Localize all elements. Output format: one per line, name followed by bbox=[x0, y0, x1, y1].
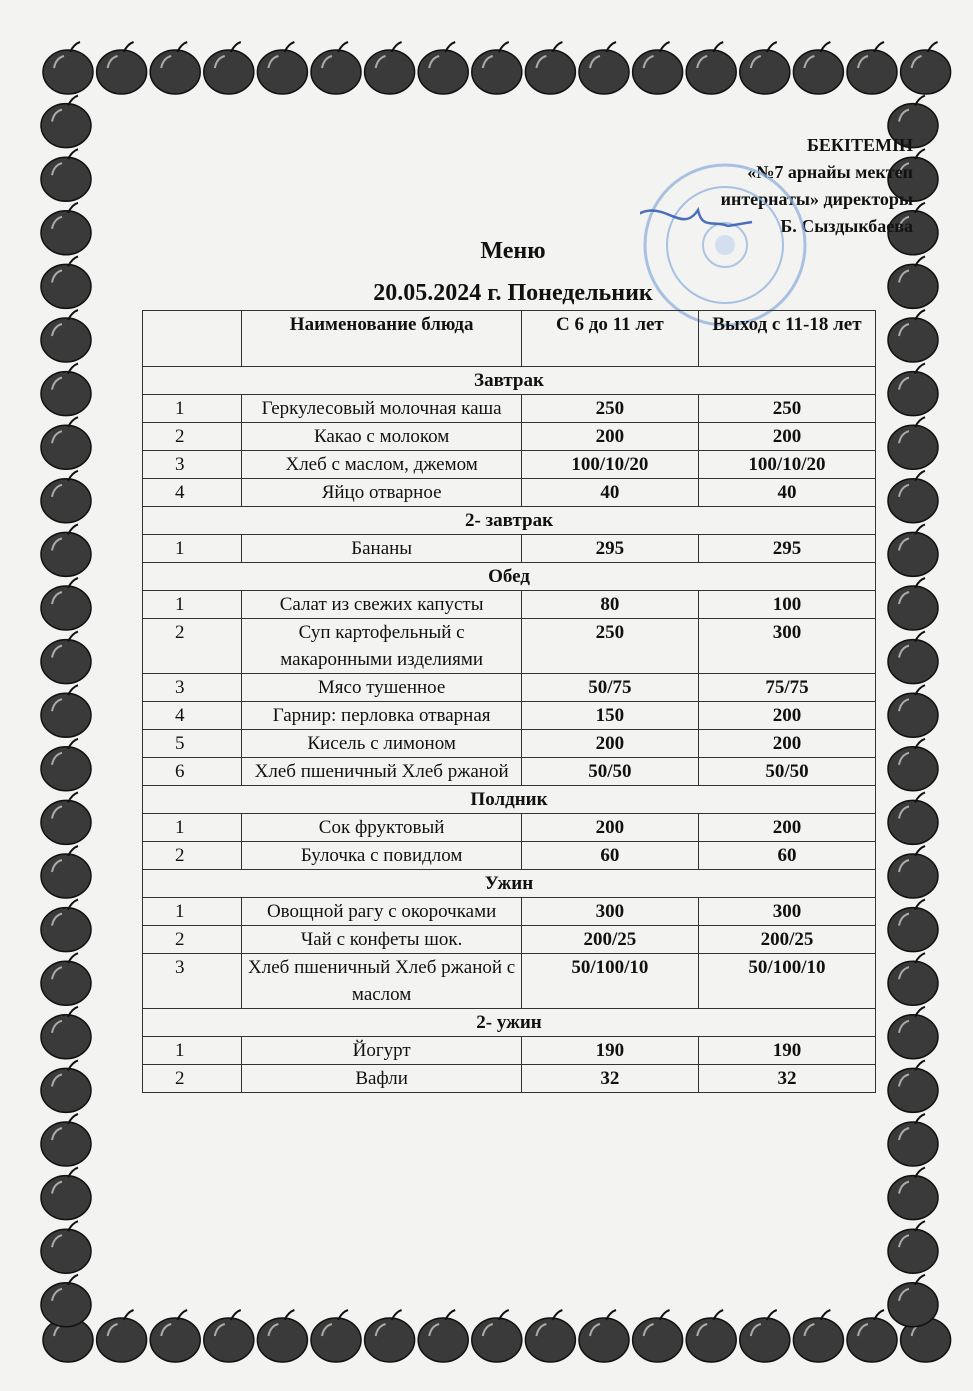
apple-icon bbox=[888, 364, 938, 416]
apple-icon bbox=[43, 42, 93, 94]
apple-icon bbox=[686, 42, 736, 94]
apple-icon bbox=[888, 739, 938, 791]
apple-icon bbox=[888, 1007, 938, 1059]
portion-11-18: 100 bbox=[698, 591, 875, 619]
apple-icon bbox=[793, 1310, 843, 1362]
apple-icon bbox=[41, 96, 91, 148]
item-number: 2 bbox=[143, 1065, 242, 1093]
apple-icon bbox=[888, 1168, 938, 1220]
apple-icon bbox=[41, 1221, 91, 1273]
apple-icon bbox=[888, 1275, 938, 1327]
apple-icon bbox=[41, 792, 91, 844]
apple-icon bbox=[888, 578, 938, 630]
portion-11-18: 75/75 bbox=[698, 674, 875, 702]
apple-icon bbox=[257, 42, 307, 94]
apple-icon bbox=[888, 1114, 938, 1166]
apple-icon bbox=[888, 471, 938, 523]
apple-icon bbox=[365, 42, 415, 94]
portion-11-18: 50/50 bbox=[698, 758, 875, 786]
apple-icon bbox=[740, 1310, 790, 1362]
table-row bbox=[143, 898, 876, 926]
dish-name: Суп картофельный с макаронными изделиями bbox=[242, 619, 522, 674]
portion-11-18: 100/10/20 bbox=[698, 451, 875, 479]
item-number: 4 bbox=[143, 479, 242, 507]
portion-11-18: 200/25 bbox=[698, 926, 875, 954]
portion-6-11: 40 bbox=[521, 479, 698, 507]
approval-line-3: интернаты» директоры bbox=[720, 189, 913, 209]
apple-icon bbox=[888, 524, 938, 576]
apple-icon bbox=[888, 900, 938, 952]
portion-11-18: 300 bbox=[698, 619, 875, 674]
apple-icon bbox=[888, 1221, 938, 1273]
dish-name: Вафли bbox=[242, 1065, 522, 1093]
apple-icon bbox=[847, 1310, 897, 1362]
portion-11-18: 300 bbox=[698, 898, 875, 926]
apple-icon bbox=[257, 1310, 307, 1362]
portion-11-18: 200 bbox=[698, 423, 875, 451]
portion-11-18: 50/100/10 bbox=[698, 954, 875, 1009]
dish-name: Хлеб с маслом, джемом bbox=[242, 451, 522, 479]
table-row bbox=[143, 451, 876, 479]
apple-icon bbox=[41, 846, 91, 898]
section-title: Завтрак bbox=[143, 367, 876, 395]
apple-icon bbox=[41, 149, 91, 201]
table-row bbox=[143, 479, 876, 507]
apple-icon bbox=[888, 792, 938, 844]
menu-date: 20.05.2024 г. Понедельник bbox=[373, 280, 653, 306]
table-row bbox=[143, 926, 876, 954]
section-row bbox=[143, 563, 876, 591]
apple-icon bbox=[311, 1310, 361, 1362]
apple-icon bbox=[41, 364, 91, 416]
portion-11-18: 190 bbox=[698, 1037, 875, 1065]
apple-icon bbox=[97, 42, 147, 94]
apple-icon bbox=[525, 42, 575, 94]
section-title: Полдник bbox=[143, 786, 876, 814]
item-number: 1 bbox=[143, 898, 242, 926]
apple-icon bbox=[204, 1310, 254, 1362]
portion-6-11: 32 bbox=[521, 1065, 698, 1093]
apple-icon bbox=[633, 1310, 683, 1362]
item-number: 2 bbox=[143, 423, 242, 451]
item-number: 1 bbox=[143, 395, 242, 423]
apple-icon bbox=[365, 1310, 415, 1362]
portion-6-11: 50/50 bbox=[521, 758, 698, 786]
apple-icon bbox=[41, 1007, 91, 1059]
table-row bbox=[143, 702, 876, 730]
apple-icon bbox=[41, 417, 91, 469]
section-title: Ужин bbox=[143, 870, 876, 898]
apple-icon bbox=[150, 1310, 200, 1362]
portion-6-11: 50/100/10 bbox=[521, 954, 698, 1009]
portion-6-11: 60 bbox=[521, 842, 698, 870]
table-row bbox=[143, 842, 876, 870]
table-row bbox=[143, 395, 876, 423]
table-row bbox=[143, 619, 876, 674]
item-number: 2 bbox=[143, 842, 242, 870]
header-num bbox=[143, 311, 242, 367]
portion-11-18: 200 bbox=[698, 730, 875, 758]
header-age-6-11: С 6 до 11 лет bbox=[521, 311, 698, 367]
item-number: 4 bbox=[143, 702, 242, 730]
dish-name: Геркулесовый молочная каша bbox=[242, 395, 522, 423]
table-row bbox=[143, 1065, 876, 1093]
apple-icon bbox=[41, 632, 91, 684]
apple-icon bbox=[888, 685, 938, 737]
section-row bbox=[143, 1009, 876, 1037]
table-row bbox=[143, 814, 876, 842]
apple-icon bbox=[888, 846, 938, 898]
dish-name: Овощной рагу с окорочками bbox=[242, 898, 522, 926]
dish-name: Яйцо отварное bbox=[242, 479, 522, 507]
approval-line-1: БЕКІТЕМІН bbox=[807, 135, 913, 155]
item-number: 1 bbox=[143, 535, 242, 563]
portion-11-18: 40 bbox=[698, 479, 875, 507]
dish-name: Сок фруктовый bbox=[242, 814, 522, 842]
item-number: 3 bbox=[143, 954, 242, 1009]
apple-icon bbox=[41, 1275, 91, 1327]
apple-icon bbox=[472, 42, 522, 94]
apple-icon bbox=[41, 524, 91, 576]
apple-icon bbox=[41, 1168, 91, 1220]
portion-6-11: 250 bbox=[521, 395, 698, 423]
apple-icon bbox=[888, 310, 938, 362]
table-row bbox=[143, 423, 876, 451]
page-title: Меню bbox=[480, 238, 546, 264]
portion-6-11: 190 bbox=[521, 1037, 698, 1065]
apple-icon bbox=[97, 1310, 147, 1362]
section-row bbox=[143, 507, 876, 535]
apple-icon bbox=[41, 310, 91, 362]
apple-icon bbox=[41, 739, 91, 791]
section-title: Обед bbox=[143, 563, 876, 591]
dish-name: Салат из свежих капусты bbox=[242, 591, 522, 619]
dish-name: Мясо тушенное bbox=[242, 674, 522, 702]
dish-name: Кисель с лимоном bbox=[242, 730, 522, 758]
apple-icon bbox=[41, 900, 91, 952]
apple-icon bbox=[847, 42, 897, 94]
table-row bbox=[143, 758, 876, 786]
apple-icon bbox=[311, 42, 361, 94]
table-row bbox=[143, 535, 876, 563]
apple-icon bbox=[204, 42, 254, 94]
apple-icon bbox=[525, 1310, 575, 1362]
portion-11-18: 32 bbox=[698, 1065, 875, 1093]
table-header-row bbox=[143, 311, 876, 367]
portion-11-18: 295 bbox=[698, 535, 875, 563]
portion-11-18: 200 bbox=[698, 814, 875, 842]
apple-icon bbox=[579, 1310, 629, 1362]
portion-6-11: 200 bbox=[521, 730, 698, 758]
apple-icon bbox=[686, 1310, 736, 1362]
item-number: 6 bbox=[143, 758, 242, 786]
item-number: 2 bbox=[143, 926, 242, 954]
approval-line-4: Б. Сыздыкбаева bbox=[780, 216, 913, 236]
section-row bbox=[143, 367, 876, 395]
apple-icon bbox=[150, 42, 200, 94]
item-number: 1 bbox=[143, 1037, 242, 1065]
apple-icon bbox=[901, 42, 951, 94]
apple-icon bbox=[633, 42, 683, 94]
portion-11-18: 200 bbox=[698, 702, 875, 730]
portion-6-11: 200 bbox=[521, 423, 698, 451]
dish-name: Гарнир: перловка отварная bbox=[242, 702, 522, 730]
portion-6-11: 200/25 bbox=[521, 926, 698, 954]
header-dish: Наименование блюда bbox=[242, 311, 522, 367]
apple-icon bbox=[888, 417, 938, 469]
section-title: 2- ужин bbox=[143, 1009, 876, 1037]
apple-icon bbox=[418, 42, 468, 94]
section-row bbox=[143, 786, 876, 814]
apple-icon bbox=[740, 42, 790, 94]
apple-icon bbox=[41, 685, 91, 737]
portion-6-11: 80 bbox=[521, 591, 698, 619]
apple-icon bbox=[418, 1310, 468, 1362]
section-row bbox=[143, 870, 876, 898]
header-age-11-18: Выход с 11-18 лет bbox=[698, 311, 875, 367]
apple-icon bbox=[41, 1114, 91, 1166]
portion-6-11: 100/10/20 bbox=[521, 451, 698, 479]
dish-name: Хлеб пшеничный Хлеб ржаной bbox=[242, 758, 522, 786]
item-number: 1 bbox=[143, 591, 242, 619]
apple-icon bbox=[41, 471, 91, 523]
apple-icon bbox=[888, 1060, 938, 1112]
dish-name: Йогурт bbox=[242, 1037, 522, 1065]
portion-6-11: 250 bbox=[521, 619, 698, 674]
dish-name: Чай с конфеты шок. bbox=[242, 926, 522, 954]
apple-icon bbox=[41, 953, 91, 1005]
dish-name: Бананы bbox=[242, 535, 522, 563]
apple-icon bbox=[41, 1060, 91, 1112]
apple-icon bbox=[888, 632, 938, 684]
dish-name: Какао с молоком bbox=[242, 423, 522, 451]
dish-name: Хлеб пшеничный Хлеб ржаной с маслом bbox=[242, 954, 522, 1009]
apple-icon bbox=[41, 578, 91, 630]
portion-6-11: 200 bbox=[521, 814, 698, 842]
table-row bbox=[143, 1037, 876, 1065]
portion-11-18: 60 bbox=[698, 842, 875, 870]
item-number: 2 bbox=[143, 619, 242, 674]
table-row bbox=[143, 954, 876, 1009]
portion-6-11: 300 bbox=[521, 898, 698, 926]
table-row bbox=[143, 674, 876, 702]
item-number: 1 bbox=[143, 814, 242, 842]
menu-table bbox=[142, 310, 876, 1093]
item-number: 3 bbox=[143, 674, 242, 702]
dish-name: Булочка с повидлом bbox=[242, 842, 522, 870]
approval-line-2: «№7 арнайы мектеп bbox=[747, 162, 913, 182]
portion-11-18: 250 bbox=[698, 395, 875, 423]
apple-icon bbox=[888, 953, 938, 1005]
apple-icon bbox=[793, 42, 843, 94]
apple-icon bbox=[472, 1310, 522, 1362]
item-number: 3 bbox=[143, 451, 242, 479]
portion-6-11: 295 bbox=[521, 535, 698, 563]
section-title: 2- завтрак bbox=[143, 507, 876, 535]
item-number: 5 bbox=[143, 730, 242, 758]
portion-6-11: 150 bbox=[521, 702, 698, 730]
table-row bbox=[143, 591, 876, 619]
table-row bbox=[143, 730, 876, 758]
apple-icon bbox=[579, 42, 629, 94]
portion-6-11: 50/75 bbox=[521, 674, 698, 702]
